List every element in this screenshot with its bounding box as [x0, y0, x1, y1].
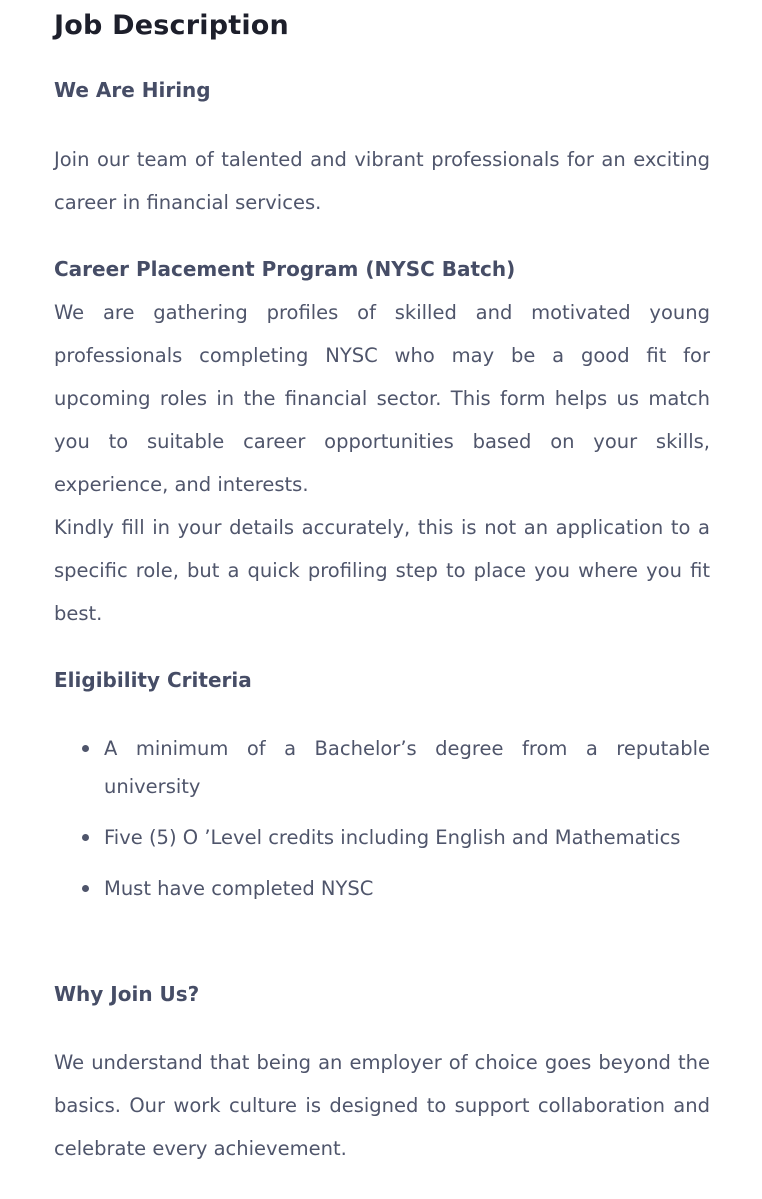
- why-join-us-text: We understand that being an employer of choice goes beyond the basics. Our work culture is designed to support collaboration and celebrate every achievement.: [54, 1051, 710, 1160]
- bullet-icon: [82, 885, 89, 892]
- eligibility-item: [54, 870, 710, 908]
- career-placement-body: [54, 291, 710, 635]
- career-placement-heading: Career Placement Program (NYSC Batch): [54, 257, 516, 281]
- why-join-us-heading: Why Join Us?: [54, 982, 200, 1006]
- eligibility-item-text: Must have completed NYSC: [104, 877, 374, 900]
- career-placement-paragraph-2: Kindly fill in your details accurately, this is not an application to a specific role, but a quick profiling step to place you where you fit best.: [54, 516, 710, 625]
- bullet-icon: [82, 745, 89, 752]
- eligibility-item: [54, 819, 710, 857]
- eligibility-item: [54, 730, 710, 806]
- page-title: Job Description: [54, 10, 289, 41]
- we-are-hiring-text: Join our team of talented and vibrant professionals for an exciting career in financial services.: [54, 148, 710, 214]
- career-placement-paragraph-1: We are gathering profiles of skilled and motivated young professionals completing NYSC who may be a good fit for upcoming roles in the financial sector. This form helps us match you to suitable career opportunities based on your skills, experience, and interests.: [54, 301, 710, 496]
- eligibility-item-text: Five (5) O ’Level credits including English and Mathematics: [104, 826, 681, 849]
- eligibility-item-text: A minimum of a Bachelor’s degree from a reputable university: [104, 737, 710, 798]
- eligibility-heading: Eligibility Criteria: [54, 668, 252, 692]
- we-are-hiring-heading: We Are Hiring: [54, 78, 211, 102]
- eligibility-list: [54, 730, 710, 921]
- bullet-icon: [82, 834, 89, 841]
